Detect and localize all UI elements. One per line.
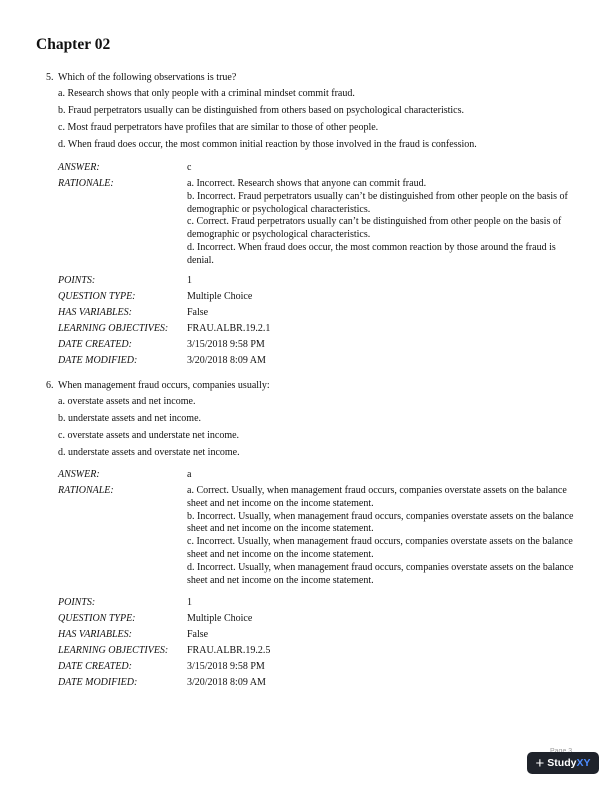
answer-value: a <box>187 469 192 480</box>
learning-objectives-value: FRAU.ALBR.19.2.1 <box>187 323 271 334</box>
points-value: 1 <box>187 597 192 608</box>
date-modified-value: 3/20/2018 8:09 AM <box>187 355 266 366</box>
answer-label: ANSWER: <box>58 469 100 480</box>
question-stem <box>46 72 236 84</box>
rationale-a: a. Incorrect. Research shows that anyone can commit fraud. <box>187 178 427 189</box>
points-label: POINTS: <box>58 597 96 608</box>
answer-option-c: c. Most fraud perpetrators have profiles that are similar to those of other people. <box>58 122 379 133</box>
answer-option-d: d. understate assets and overstate net income. <box>58 447 240 458</box>
points-label: POINTS: <box>58 275 96 286</box>
rationale-a: a. Correct. Usually, when management fraud occurs, companies overstate assets on the balance sheet and net income on the income statement. <box>187 485 567 509</box>
answer-option-b: b. Fraud perpetrators usually can be distinguished from others based on psychological characteristics. <box>58 105 464 116</box>
rationale-c: c. Correct. Fraud perpetrators usually can’t be distinguished from other people on the basis of demographic or psychological characteristics. <box>187 216 562 241</box>
question-type-label: QUESTION TYPE: <box>58 613 136 624</box>
learning-objectives-label: LEARNING OBJECTIVES: <box>58 323 169 334</box>
answer-option-b: b. understate assets and net income. <box>58 413 202 424</box>
date-modified-value: 3/20/2018 8:09 AM <box>187 677 266 688</box>
question-number: 5. <box>46 72 54 83</box>
brand-name-prefix: Study <box>547 757 577 769</box>
points-value: 1 <box>187 275 192 286</box>
answer-option-a: a. overstate assets and net income. <box>58 396 196 407</box>
learning-objectives-value: FRAU.ALBR.19.2.5 <box>187 645 271 656</box>
rationale-text <box>187 178 579 268</box>
answer-option-c: c. overstate assets and understate net income. <box>58 430 240 441</box>
has-variables-value: False <box>187 307 209 318</box>
question-number: 6. <box>46 380 54 391</box>
studyxy-badge[interactable] <box>527 752 599 774</box>
has-variables-label: HAS VARIABLES: <box>58 307 132 318</box>
learning-objectives-label: LEARNING OBJECTIVES: <box>58 645 169 656</box>
question-text: Which of the following observations is true? <box>58 72 237 83</box>
chapter-title: Chapter 02 <box>36 36 111 53</box>
answer-option-d: d. When fraud does occur, the most common initial reaction by those involved in the fraud is confession. <box>58 139 477 150</box>
rationale-label: RATIONALE: <box>58 178 114 189</box>
date-created-value: 3/15/2018 9:58 PM <box>187 339 265 350</box>
plus-icon: + <box>535 754 545 772</box>
date-created-label: DATE CREATED: <box>58 339 132 350</box>
has-variables-label: HAS VARIABLES: <box>58 629 132 640</box>
question-text: When management fraud occurs, companies usually: <box>58 380 270 391</box>
has-variables-value: False <box>187 629 209 640</box>
question-type-value: Multiple Choice <box>187 613 253 624</box>
question-type-value: Multiple Choice <box>187 291 253 302</box>
rationale-b: b. Incorrect. Usually, when management fraud occurs, companies overstate assets on the balance sheet and net income on the income statement. <box>187 510 574 535</box>
answer-label: ANSWER: <box>58 162 100 173</box>
question-stem <box>46 380 270 392</box>
rationale-c: c. Incorrect. Usually, when management fraud occurs, companies overstate assets on the balance sheet and net income on the income statement. <box>187 536 573 560</box>
answer-option-a: a. Research shows that only people with a criminal mindset commit fraud. <box>58 88 355 99</box>
answer-value: c <box>187 162 192 173</box>
rationale-label: RATIONALE: <box>58 485 114 496</box>
question-type-label: QUESTION TYPE: <box>58 291 136 302</box>
date-modified-label: DATE MODIFIED: <box>58 677 138 688</box>
rationale-b: b. Incorrect. Fraud perpetrators usually can’t be distinguished from other people on the basis of demographic or psychological characteristics. <box>187 190 568 215</box>
rationale-d: d. Incorrect. When fraud does occur, the most common reaction by those around the fraud is denial. <box>187 241 556 266</box>
date-created-label: DATE CREATED: <box>58 661 132 672</box>
date-modified-label: DATE MODIFIED: <box>58 355 138 366</box>
brand-name <box>547 757 590 769</box>
rationale-text <box>187 485 579 587</box>
date-created-value: 3/15/2018 9:58 PM <box>187 661 265 672</box>
rationale-d: d. Incorrect. Usually, when management fraud occurs, companies overstate assets on the balance sheet and net income on the income statement. <box>187 561 574 586</box>
brand-name-suffix: XY <box>576 757 591 769</box>
